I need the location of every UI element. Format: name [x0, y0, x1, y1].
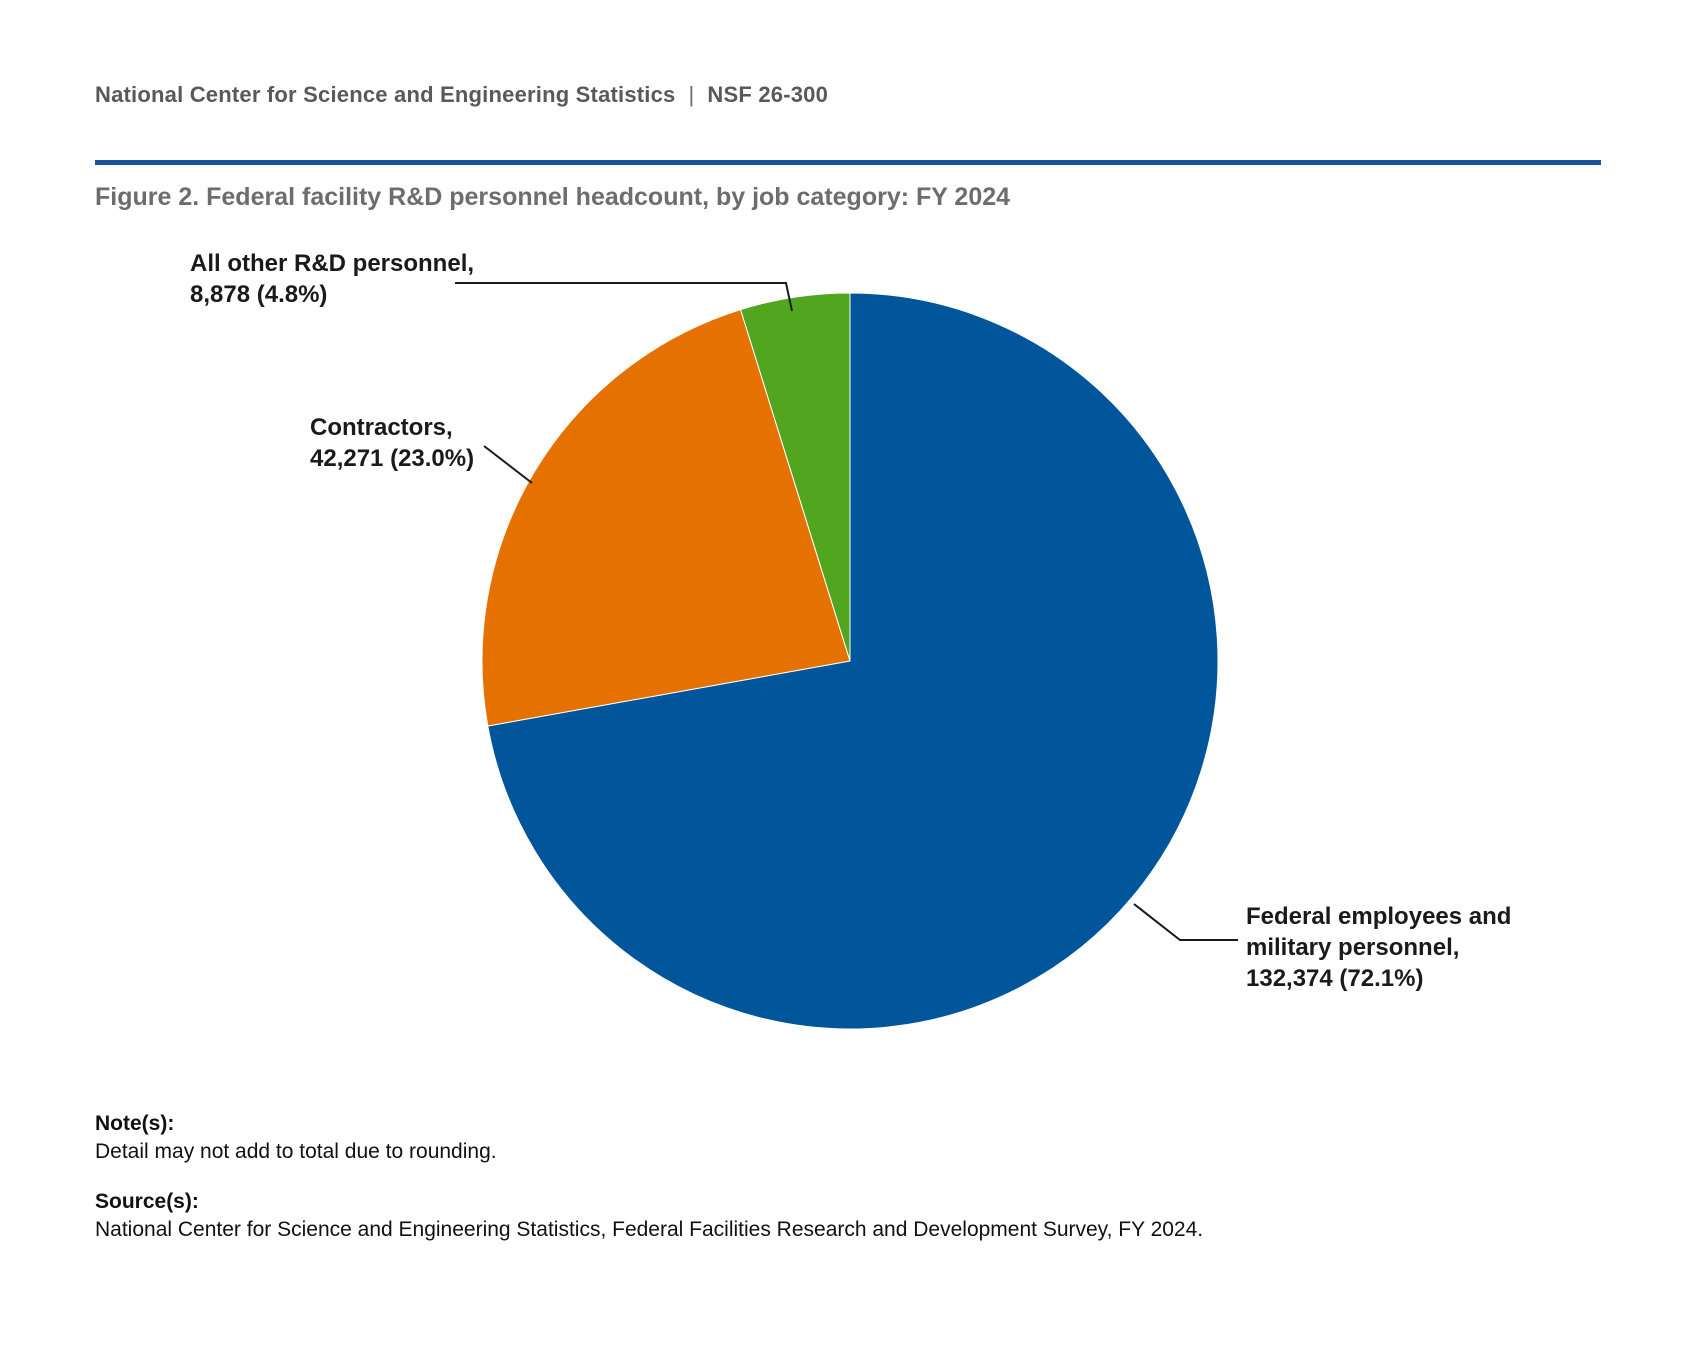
pie-label-federal	[1246, 901, 1511, 994]
pie-label-contractors-line2: 42,271 (23.0%)	[310, 445, 475, 472]
sources-heading: Source(s):	[95, 1190, 199, 1213]
pie-label-all-other-line2: 8,878 (4.8%)	[190, 281, 328, 308]
pie-label-federal-line1: Federal employees and	[1246, 903, 1512, 930]
leader-line-federal	[1134, 904, 1238, 940]
pie-label-federal-line3: 132,374 (72.1%)	[1246, 965, 1424, 992]
pie-label-all-other	[190, 248, 474, 310]
leader-line-contractors	[484, 446, 532, 483]
header-report-number: NSF 26-300	[707, 82, 829, 107]
leader-line-all-other	[455, 283, 792, 311]
header-separator: |	[688, 82, 695, 107]
pie-label-federal-line2: military personnel,	[1246, 934, 1460, 961]
notes-heading: Note(s):	[95, 1112, 175, 1135]
sources-body: National Center for Science and Engineering Statistics, Federal Facilities Research and Development Survey, FY 2024.	[95, 1218, 1204, 1241]
notes-body: Detail may not add to total due to rounding.	[95, 1140, 497, 1163]
pie-label-contractors	[310, 412, 474, 474]
pie-label-all-other-line1: All other R&D personnel,	[190, 250, 475, 277]
figure-title: Figure 2. Federal facility R&D personnel headcount, by job category: FY 2024	[95, 183, 1011, 211]
header-org-name: National Center for Science and Engineering Statistics	[95, 82, 676, 107]
pie-label-contractors-line1: Contractors,	[310, 414, 453, 441]
